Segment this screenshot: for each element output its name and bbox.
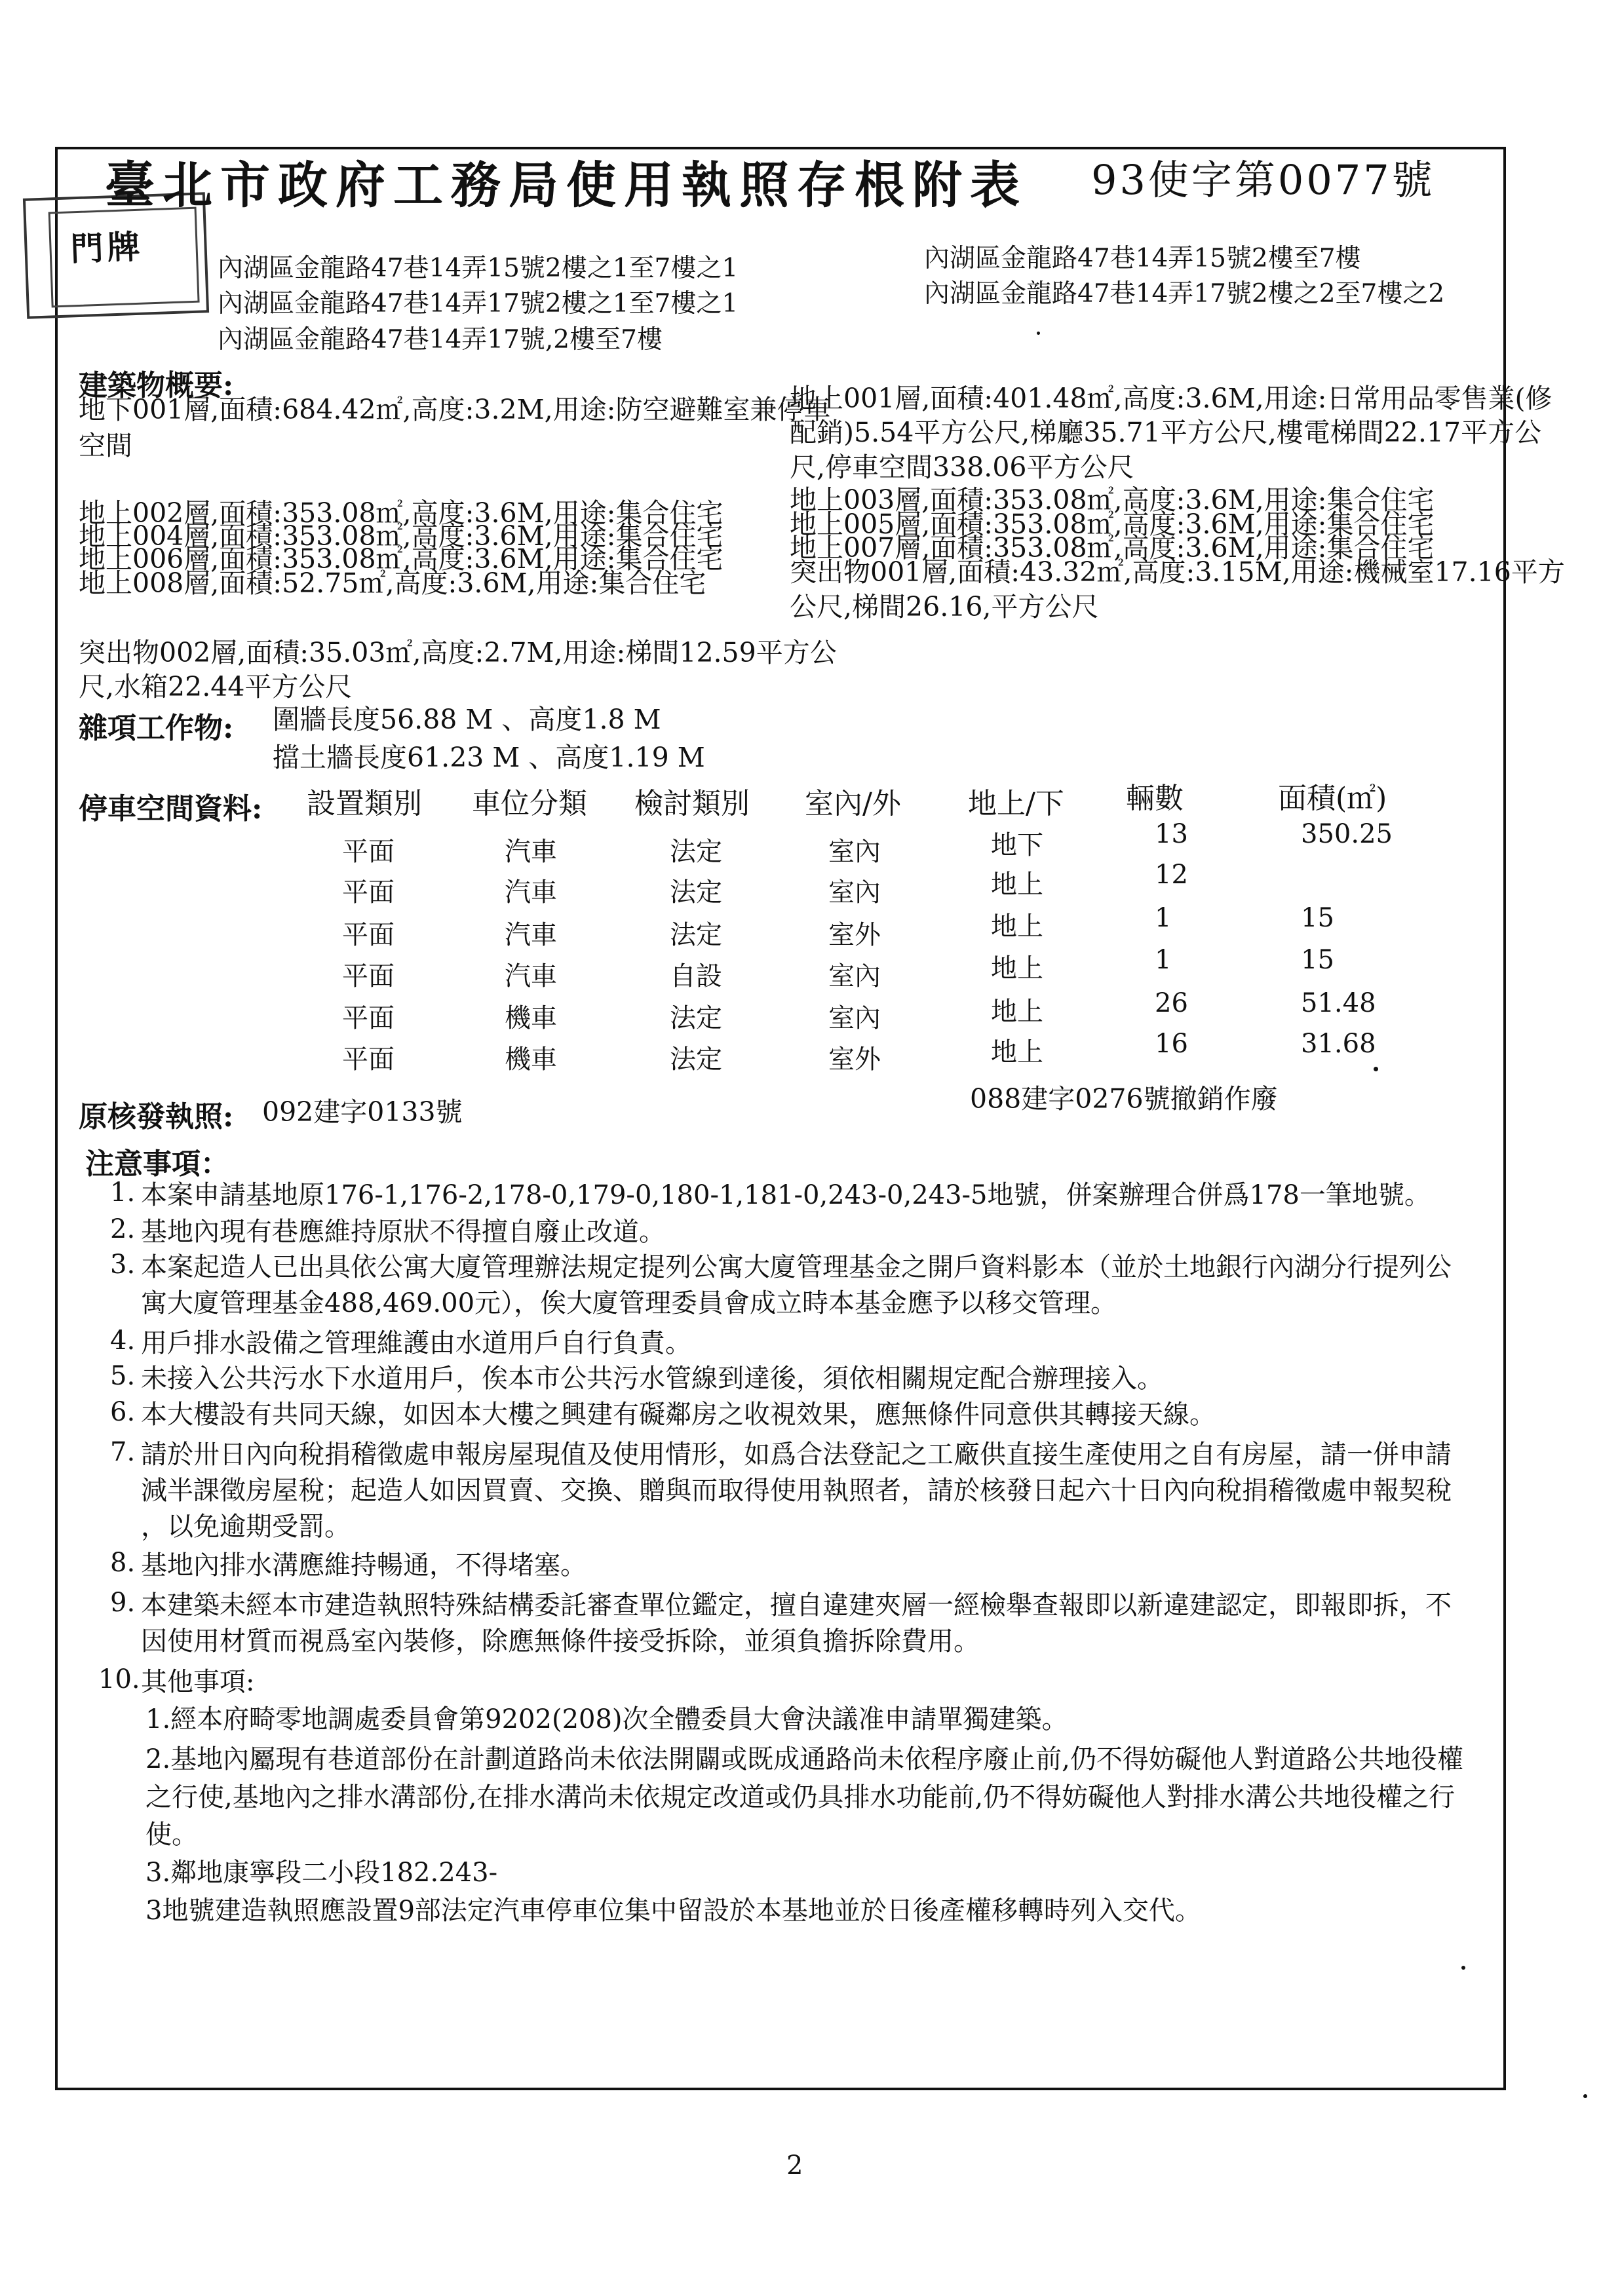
- parking-cell: 26: [1155, 988, 1188, 1018]
- floor-line: 尺,水箱22.44平方公尺: [79, 671, 353, 702]
- note-text: 本建築未經本市建造執照特殊結構委託審查單位鑑定，擅自違建夾層一經檢舉查報即以新違建認定，即報即拆，不: [141, 1590, 1452, 1620]
- parking-cell: 汽車: [505, 877, 557, 908]
- parking-cell: 地下: [991, 830, 1043, 860]
- parking-cell: 機車: [505, 1044, 557, 1075]
- address-right-2: 內湖區金龍路47巷14弄17號2樓之2至7樓之2: [924, 279, 1445, 309]
- parking-cell: 法定: [670, 920, 722, 950]
- note-text: ，以免逾期受罰。: [141, 1512, 351, 1542]
- parking-cell: 350.25: [1301, 819, 1393, 849]
- address-left-1: 內湖區金龍路47巷14弄15號2樓之1至7樓之1: [218, 254, 739, 283]
- floor-line: 突出物001層,面積:43.32㎡,高度:3.15M,用途:機械室17.16平方: [790, 556, 1565, 588]
- revoked-license-note: 088建字0276號撤銷作廢: [970, 1083, 1278, 1115]
- parking-cell: 汽車: [505, 837, 557, 867]
- note-number: 2.: [110, 1214, 136, 1244]
- note-text: 未接入公共污水下水道用戶，俟本市公共污水管線到達後，須依相關規定配合辦理接入。: [141, 1364, 1163, 1394]
- note-number: 10.: [98, 1664, 140, 1694]
- note-text: 基地內排水溝應維持暢通，不得堵塞。: [141, 1550, 587, 1580]
- parking-column-header: 面積(㎡): [1278, 782, 1387, 815]
- parking-cell: 法定: [670, 877, 722, 908]
- original-license-label: 原核發執照:: [79, 1100, 234, 1134]
- address-left-2: 內湖區金龍路47巷14弄17號2樓之1至7樓之1: [218, 289, 739, 318]
- notes-heading: 注意事項：: [85, 1147, 229, 1181]
- other-item-line: 3地號建造執照應設置9部法定汽車停車位集中留設於本基地並於日後產權移轉時列入交代。: [145, 1896, 1201, 1926]
- note-number: 1.: [110, 1177, 136, 1208]
- note-text: 本案起造人已出具依公寓大廈管理辦法規定提列公寓大廈管理基金之開戶資料影本（並於土地銀行內湖分行提列公: [141, 1252, 1452, 1282]
- scan-speck: [1037, 332, 1040, 335]
- other-item-line: 3.鄰地康寧段二小段182.243-: [145, 1858, 498, 1888]
- parking-cell: 室內: [828, 1003, 881, 1033]
- address-right-1: 內湖區金龍路47巷14弄15號2樓至7樓: [924, 244, 1361, 273]
- parking-cell: 法定: [670, 837, 722, 867]
- parking-column-header: 設置類別: [307, 787, 422, 820]
- other-item-line: 2.基地內屬現有巷道部份在計劃道路尚未依法開闢或既成通路尚未依程序廢止前,仍不得妨礙他人對道路公共地役權: [145, 1744, 1463, 1774]
- floor-line: 地上004層,面積:353.08㎡,高度:3.6M,用途:集合住宅: [79, 520, 723, 552]
- parking-cell: 室內: [828, 837, 881, 867]
- floor-line: 配銷)5.54平方公尺,梯廳35.71平方公尺,樓電梯間22.17平方公: [790, 417, 1542, 448]
- floor-line: 地上002層,面積:353.08㎡,高度:3.6M,用途:集合住宅: [79, 497, 723, 529]
- floor-line: 地上005層,面積:353.08㎡,高度:3.6M,用途:集合住宅: [790, 508, 1435, 540]
- page-number: 2: [786, 2151, 803, 2181]
- note-number: 7.: [110, 1437, 136, 1467]
- parking-cell: 室內: [828, 877, 881, 908]
- misc-line: 圍牆長度56.88 M 、高度1.8 M: [273, 704, 661, 735]
- parking-cell: 平面: [342, 1003, 395, 1033]
- floor-b1-line: 空間: [79, 430, 132, 461]
- parking-cell: 15: [1301, 945, 1334, 975]
- parking-cell: 平面: [342, 1044, 395, 1075]
- parking-column-header: 檢討類別: [634, 787, 750, 820]
- note-text: 其他事項:: [141, 1667, 255, 1697]
- parking-column-header: 車位分類: [472, 787, 587, 820]
- stamp-text: 門牌: [69, 227, 145, 269]
- note-number: 3.: [110, 1250, 136, 1280]
- parking-cell: 室內: [828, 961, 881, 991]
- parking-cell: 1: [1155, 903, 1172, 933]
- parking-column-header: 地上/下: [968, 787, 1064, 820]
- parking-cell: 機車: [505, 1003, 557, 1033]
- floor-line: 突出物002層,面積:35.03㎡,高度:2.7M,用途:梯間12.59平方公: [79, 637, 837, 668]
- parking-cell: 自設: [670, 961, 722, 991]
- parking-label: 停車空間資料:: [79, 792, 263, 826]
- parking-cell: 1: [1155, 945, 1172, 975]
- note-text: 本案申請基地原176-1,176-2,178-0,179-0,180-1,181-0,243-0,243-5地號，併案辦理合併爲178一筆地號。: [141, 1180, 1431, 1210]
- note-number: 4.: [110, 1326, 136, 1356]
- parking-cell: 平面: [342, 837, 395, 867]
- parking-cell: 平面: [342, 961, 395, 991]
- parking-column-header: 室內/外: [805, 787, 901, 820]
- note-text: 寓大廈管理基金488,469.00元），俟大廈管理委員會成立時本基金應予以移交管理。: [141, 1288, 1117, 1318]
- parking-cell: 51.48: [1301, 988, 1376, 1018]
- note-text: 因使用材質而視爲室內裝修，除應無條件接受拆除，並須負擔拆除費用。: [141, 1626, 980, 1656]
- parking-cell: 地上: [991, 1037, 1043, 1067]
- address-left-3: 內湖區金龍路47巷14弄17號,2樓至7樓: [218, 325, 663, 354]
- floor-line: 公尺,梯間26.16,平方公尺: [790, 591, 1099, 622]
- parking-cell: 地上: [991, 870, 1043, 900]
- document-title: 臺北市政府工務局使用執照存根附表: [105, 156, 1028, 214]
- parking-cell: 平面: [342, 920, 395, 950]
- parking-cell: 12: [1155, 860, 1188, 890]
- parking-cell: 16: [1155, 1029, 1188, 1059]
- parking-cell: 汽車: [505, 920, 557, 950]
- parking-cell: 室外: [828, 920, 881, 950]
- note-text: 請於卅日內向稅捐稽徵處申報房屋現值及使用情形，如爲合法登記之工廠供直接生產使用之自有房屋，請一併申請: [141, 1440, 1452, 1470]
- building-heading: 建築物概要:: [79, 369, 234, 402]
- scan-speck: [1583, 2094, 1587, 2098]
- original-license-value: 092建字0133號: [262, 1096, 463, 1128]
- note-text: 用戶排水設備之管理維護由水道用戶自行負責。: [141, 1328, 691, 1358]
- other-item-line: 使。: [145, 1820, 198, 1850]
- floor-line: 尺,停車空間338.06平方公尺: [790, 451, 1134, 483]
- floor-b1-line: 地下001層,面積:684.42㎡,高度:3.2M,用途:防空避難室兼停車: [79, 394, 831, 425]
- note-text: 減半課徵房屋稅；起造人如因買賣、交換、贈與而取得使用執照者，請於核發日起六十日內向稅捐稽徵處申報契稅: [141, 1476, 1452, 1506]
- parking-cell: 地上: [991, 911, 1043, 942]
- parking-cell: 法定: [670, 1044, 722, 1075]
- permit-number: 93使字第0077號: [1091, 156, 1435, 204]
- parking-cell: 法定: [670, 1003, 722, 1033]
- parking-cell: 汽車: [505, 961, 557, 991]
- note-number: 5.: [110, 1361, 136, 1391]
- note-number: 6.: [110, 1397, 136, 1427]
- parking-cell: 13: [1155, 819, 1188, 849]
- parking-column-header: 輛數: [1126, 782, 1184, 815]
- other-item-line: 之行使,基地內之排水溝部份,在排水溝尚未依規定改道或仍具排水功能前,仍不得妨礙他人對排水溝公共地役權之行: [145, 1782, 1456, 1812]
- parking-cell: 地上: [991, 997, 1043, 1027]
- misc-label: 雜項工作物:: [79, 712, 234, 745]
- parking-cell: 15: [1301, 903, 1334, 933]
- misc-line: 擋土牆長度61.23 M 、高度1.19 M: [273, 742, 705, 773]
- note-number: 8.: [110, 1548, 136, 1578]
- floor-line: 地上007層,面積:353.08㎡,高度:3.6M,用途:集合住宅: [790, 532, 1435, 564]
- floor-line: 地上003層,面積:353.08㎡,高度:3.6M,用途:集合住宅: [790, 484, 1435, 516]
- other-item-line: 1.經本府畸零地調處委員會第9202(208)次全體委員大會決議准申請單獨建築。: [145, 1704, 1068, 1734]
- floor-line: 地上008層,面積:52.75㎡,高度:3.6M,用途:集合住宅: [79, 567, 706, 599]
- note-text: 本大樓設有共同天線，如因本大樓之興建有礙鄰房之收視效果，應無條件同意供其轉接天線。: [141, 1400, 1216, 1430]
- parking-cell: 地上: [991, 953, 1043, 984]
- floor-line: 地上006層,面積:353.08㎡,高度:3.6M,用途:集合住宅: [79, 543, 723, 575]
- parking-cell: 室外: [828, 1044, 881, 1075]
- note-number: 9.: [110, 1588, 136, 1618]
- scan-speck: [1461, 1966, 1465, 1970]
- scan-speck: [1374, 1067, 1378, 1071]
- parking-cell: 平面: [342, 877, 395, 908]
- floor-line: 地上001層,面積:401.48㎡,高度:3.6M,用途:日常用品零售業(修: [790, 383, 1552, 414]
- note-text: 基地內現有巷應維持原狀不得擅自廢止改道。: [141, 1217, 665, 1247]
- parking-cell: 31.68: [1301, 1029, 1376, 1059]
